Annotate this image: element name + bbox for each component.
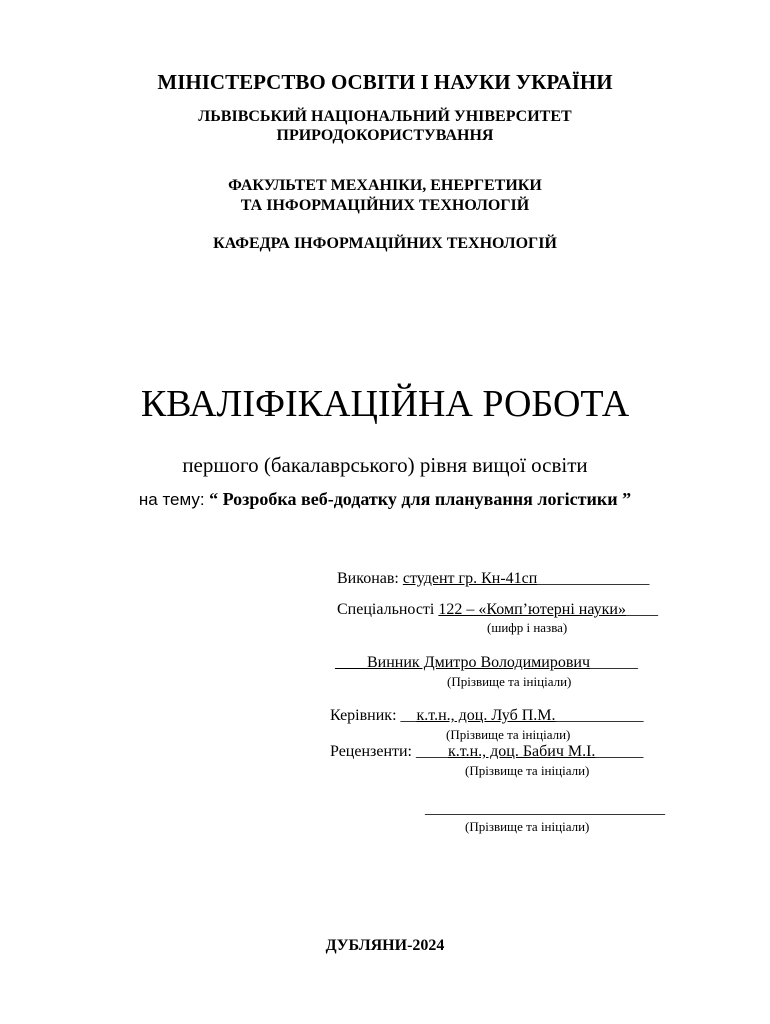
student-name-fill: ______ bbox=[590, 654, 639, 671]
document-title: КВАЛІФІКАЦІЙНА РОБОТА bbox=[140, 383, 630, 425]
student-name-caption: (Прізвище та ініціали) bbox=[447, 674, 572, 689]
department-name: КАФЕДРА ІНФОРМАЦІЙНИХ ТЕХНОЛОГІЙ bbox=[213, 235, 557, 252]
topic-prefix: на тему: bbox=[138, 490, 205, 509]
specialty-row bbox=[337, 601, 658, 619]
specialty-caption: (шифр і назва) bbox=[487, 620, 568, 635]
education-level: першого (бакалаврського) рівня вищої освіти bbox=[182, 453, 588, 477]
reviewers-label: Рецензенти: bbox=[330, 743, 412, 760]
university-name-line1: ЛЬВІВСЬКИЙ НАЦІОНАЛЬНИЙ УНІВЕРСИТЕТ bbox=[198, 108, 572, 125]
supervisor-row bbox=[330, 707, 644, 725]
topic-title: “ Розробка веб-додатку для планування логістики ” bbox=[209, 489, 632, 509]
performed-label: Виконав: bbox=[337, 570, 399, 587]
reviewer-lead: ____ bbox=[416, 743, 448, 760]
student-name: Винник Дмитро Володимирович bbox=[367, 654, 591, 671]
specialty-label: Спеціальності bbox=[337, 601, 435, 618]
supervisor-label: Керівник: bbox=[330, 707, 397, 724]
reviewers-row bbox=[330, 743, 643, 761]
performed-by-row bbox=[337, 570, 649, 588]
faculty-name-line1: ФАКУЛЬТЕТ МЕХАНІКИ, ЕНЕРГЕТИКИ bbox=[228, 177, 542, 194]
supervisor-lead: __ bbox=[400, 707, 417, 724]
performed-fill: ______________ bbox=[537, 570, 650, 587]
student-name-lead: ____ bbox=[335, 654, 367, 671]
place-and-year: ДУБЛЯНИ-2024 bbox=[325, 937, 445, 954]
topic-line bbox=[0, 489, 770, 510]
reviewer-fill: ______ bbox=[595, 743, 644, 760]
supervisor-value: к.т.н., доц. Луб П.М. bbox=[416, 707, 556, 724]
faculty-name-line2: ТА ІНФОРМАЦІЙНИХ ТЕХНОЛОГІЙ bbox=[240, 197, 530, 214]
supervisor-fill: ___________ bbox=[555, 707, 644, 724]
specialty-fill: ____ bbox=[626, 601, 658, 618]
second-reviewer-line: ______________________________ bbox=[425, 800, 665, 817]
performed-value: студент гр. Кн-41сп bbox=[402, 570, 538, 587]
university-name-line2: ПРИРОДОКОРИСТУВАННЯ bbox=[276, 127, 494, 144]
reviewer-caption: (Прізвище та ініціали) bbox=[465, 763, 590, 778]
student-name-row bbox=[335, 654, 638, 672]
second-reviewer-caption: (Прізвище та ініціали) bbox=[465, 819, 590, 834]
reviewer-value: к.т.н., доц. Бабич М.І. bbox=[448, 743, 596, 760]
specialty-value: 122 – «Комп’ютерні науки» bbox=[438, 601, 626, 618]
supervisor-caption: (Прізвище та ініціали) bbox=[446, 727, 571, 742]
ministry-heading: МІНІСТЕРСТВО ОСВІТИ І НАУКИ УКРАЇНИ bbox=[157, 70, 613, 94]
